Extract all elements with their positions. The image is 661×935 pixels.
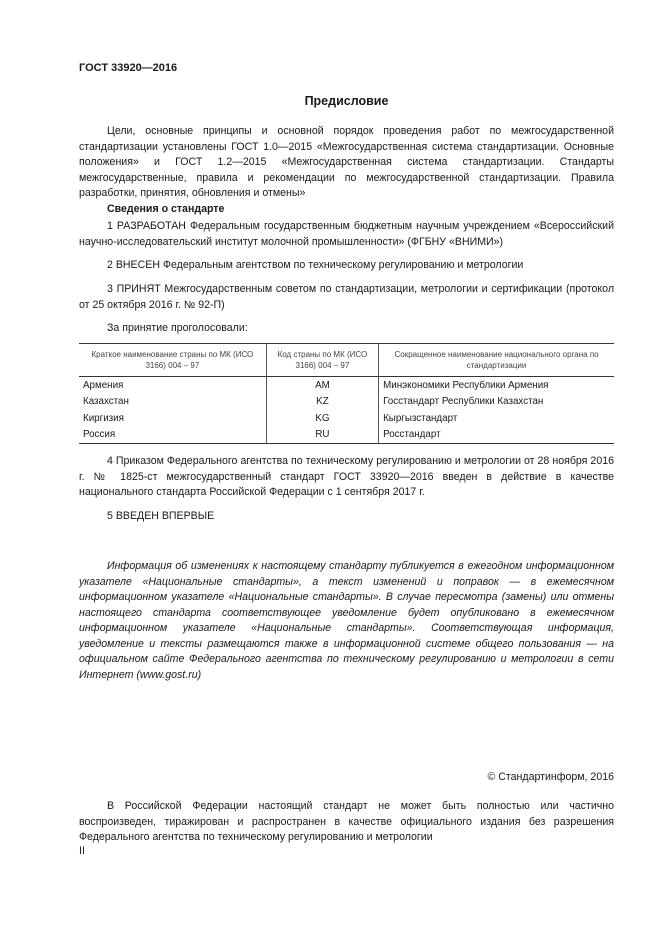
item-developed: 1 РАЗРАБОТАН Федеральным государственным бюджетным научным учреждением «Всероссийский научно-исследовательский институт молочной промышленности» (ФГБНУ «ВНИМИ») [79, 220, 614, 248]
copyright-notice: © Стандартинформ, 2016 [487, 771, 614, 783]
cell-code: KZ [266, 394, 378, 411]
cell-code: AM [266, 377, 378, 394]
column-header-code: Код страны по МК (ИСО 3166) 004 – 97 [266, 344, 378, 377]
table-header-row [79, 344, 614, 377]
item-submitted: 2 ВНЕСЕН Федеральным агентством по техническому регулированию и метрологии [107, 259, 524, 271]
standard-info-heading: Сведения о стандарте [107, 203, 225, 215]
info-notice: Информация об изменениях к настоящему стандарту публикуется в ежегодном информационном указателе «Национальные стандарты», а текст изменений и поправок — в ежемесячном информационном указателе «Национальные стандарты». В случае пересмотра (замены) или отмены настоящего стандарта соответствующее уведомление будет опубликовано в ежемесячном информационном указателе «Национальные стандарты». Соответствующая информация, уведомление и тексты размещаются также в информационной системе общего пользования — на официальном сайте Федерального агентства по техническому регулированию и метрологии в сети Интернет (www.gost.ru) [79, 560, 614, 681]
cell-body: Госстандарт Республики Казахстан [379, 394, 614, 411]
column-header-body: Сокращенное наименование национального органа по стандартизации [379, 344, 614, 377]
cell-code: RU [266, 427, 378, 444]
cell-country: Киргизия [83, 412, 124, 424]
cell-body: Росстандарт [379, 427, 614, 444]
item-order: 4 Приказом Федерального агентства по техническому регулированию и метрологии от 28 ноября 2016 г. № 1825-ст межгосударственный стандарт ГОСТ 33920—2016 введен в действие в качестве национального стандарта Российской Федерации с 1 сентября 2017 г. [79, 455, 614, 498]
intro-paragraph: Цели, основные принципы и основной порядок проведения работ по межгосударственной стандартизации установлены ГОСТ 1.0—2015 «Межгосударственная система стандартизации. Основные положения» и ГОСТ 1.2—2015 «Межгосударственная система стандартизации. Стандарты межгосударственные, правила и рекомендации по межгосударственной стандартизации. Правила разработки, принятия, обновления и отмены» [79, 125, 614, 199]
page-title: Предисловие [304, 94, 389, 108]
cell-country: Армения [83, 379, 124, 391]
item-introduced: 5 ВВЕДЕН ВПЕРВЫЕ [107, 510, 215, 522]
cell-code: KG [266, 410, 378, 427]
cell-country: Казахстан [83, 396, 129, 408]
document-code: ГОСТ 33920—2016 [79, 62, 178, 74]
cell-country: Россия [79, 427, 266, 444]
cell-body: Минэкономики Республики Армения [379, 377, 614, 394]
cell-body: Кыргызстандарт [379, 410, 614, 427]
table-row [79, 377, 614, 394]
table-row [79, 394, 614, 411]
column-header-country: Краткое наименование страны по МК (ИСО 3166) 004 – 97 [79, 344, 266, 377]
page-number: II [79, 845, 85, 857]
table-row [79, 427, 614, 444]
item-adopted: 3 ПРИНЯТ Межгосударственным советом по стандартизации, метрологии и сертификации (протокол от 25 октября 2016 г. № 92-П) [79, 283, 614, 311]
votes-table [79, 343, 614, 444]
vote-intro: За принятие проголосовали: [107, 322, 248, 334]
table-row [79, 410, 614, 427]
reproduction-notice: В Российской Федерации настоящий стандарт не может быть полностью или частично воспроизведен, тиражирован и распространен в качестве официального издания без разрешения Федерального агентства по техническому регулированию и метрологии [79, 800, 614, 843]
